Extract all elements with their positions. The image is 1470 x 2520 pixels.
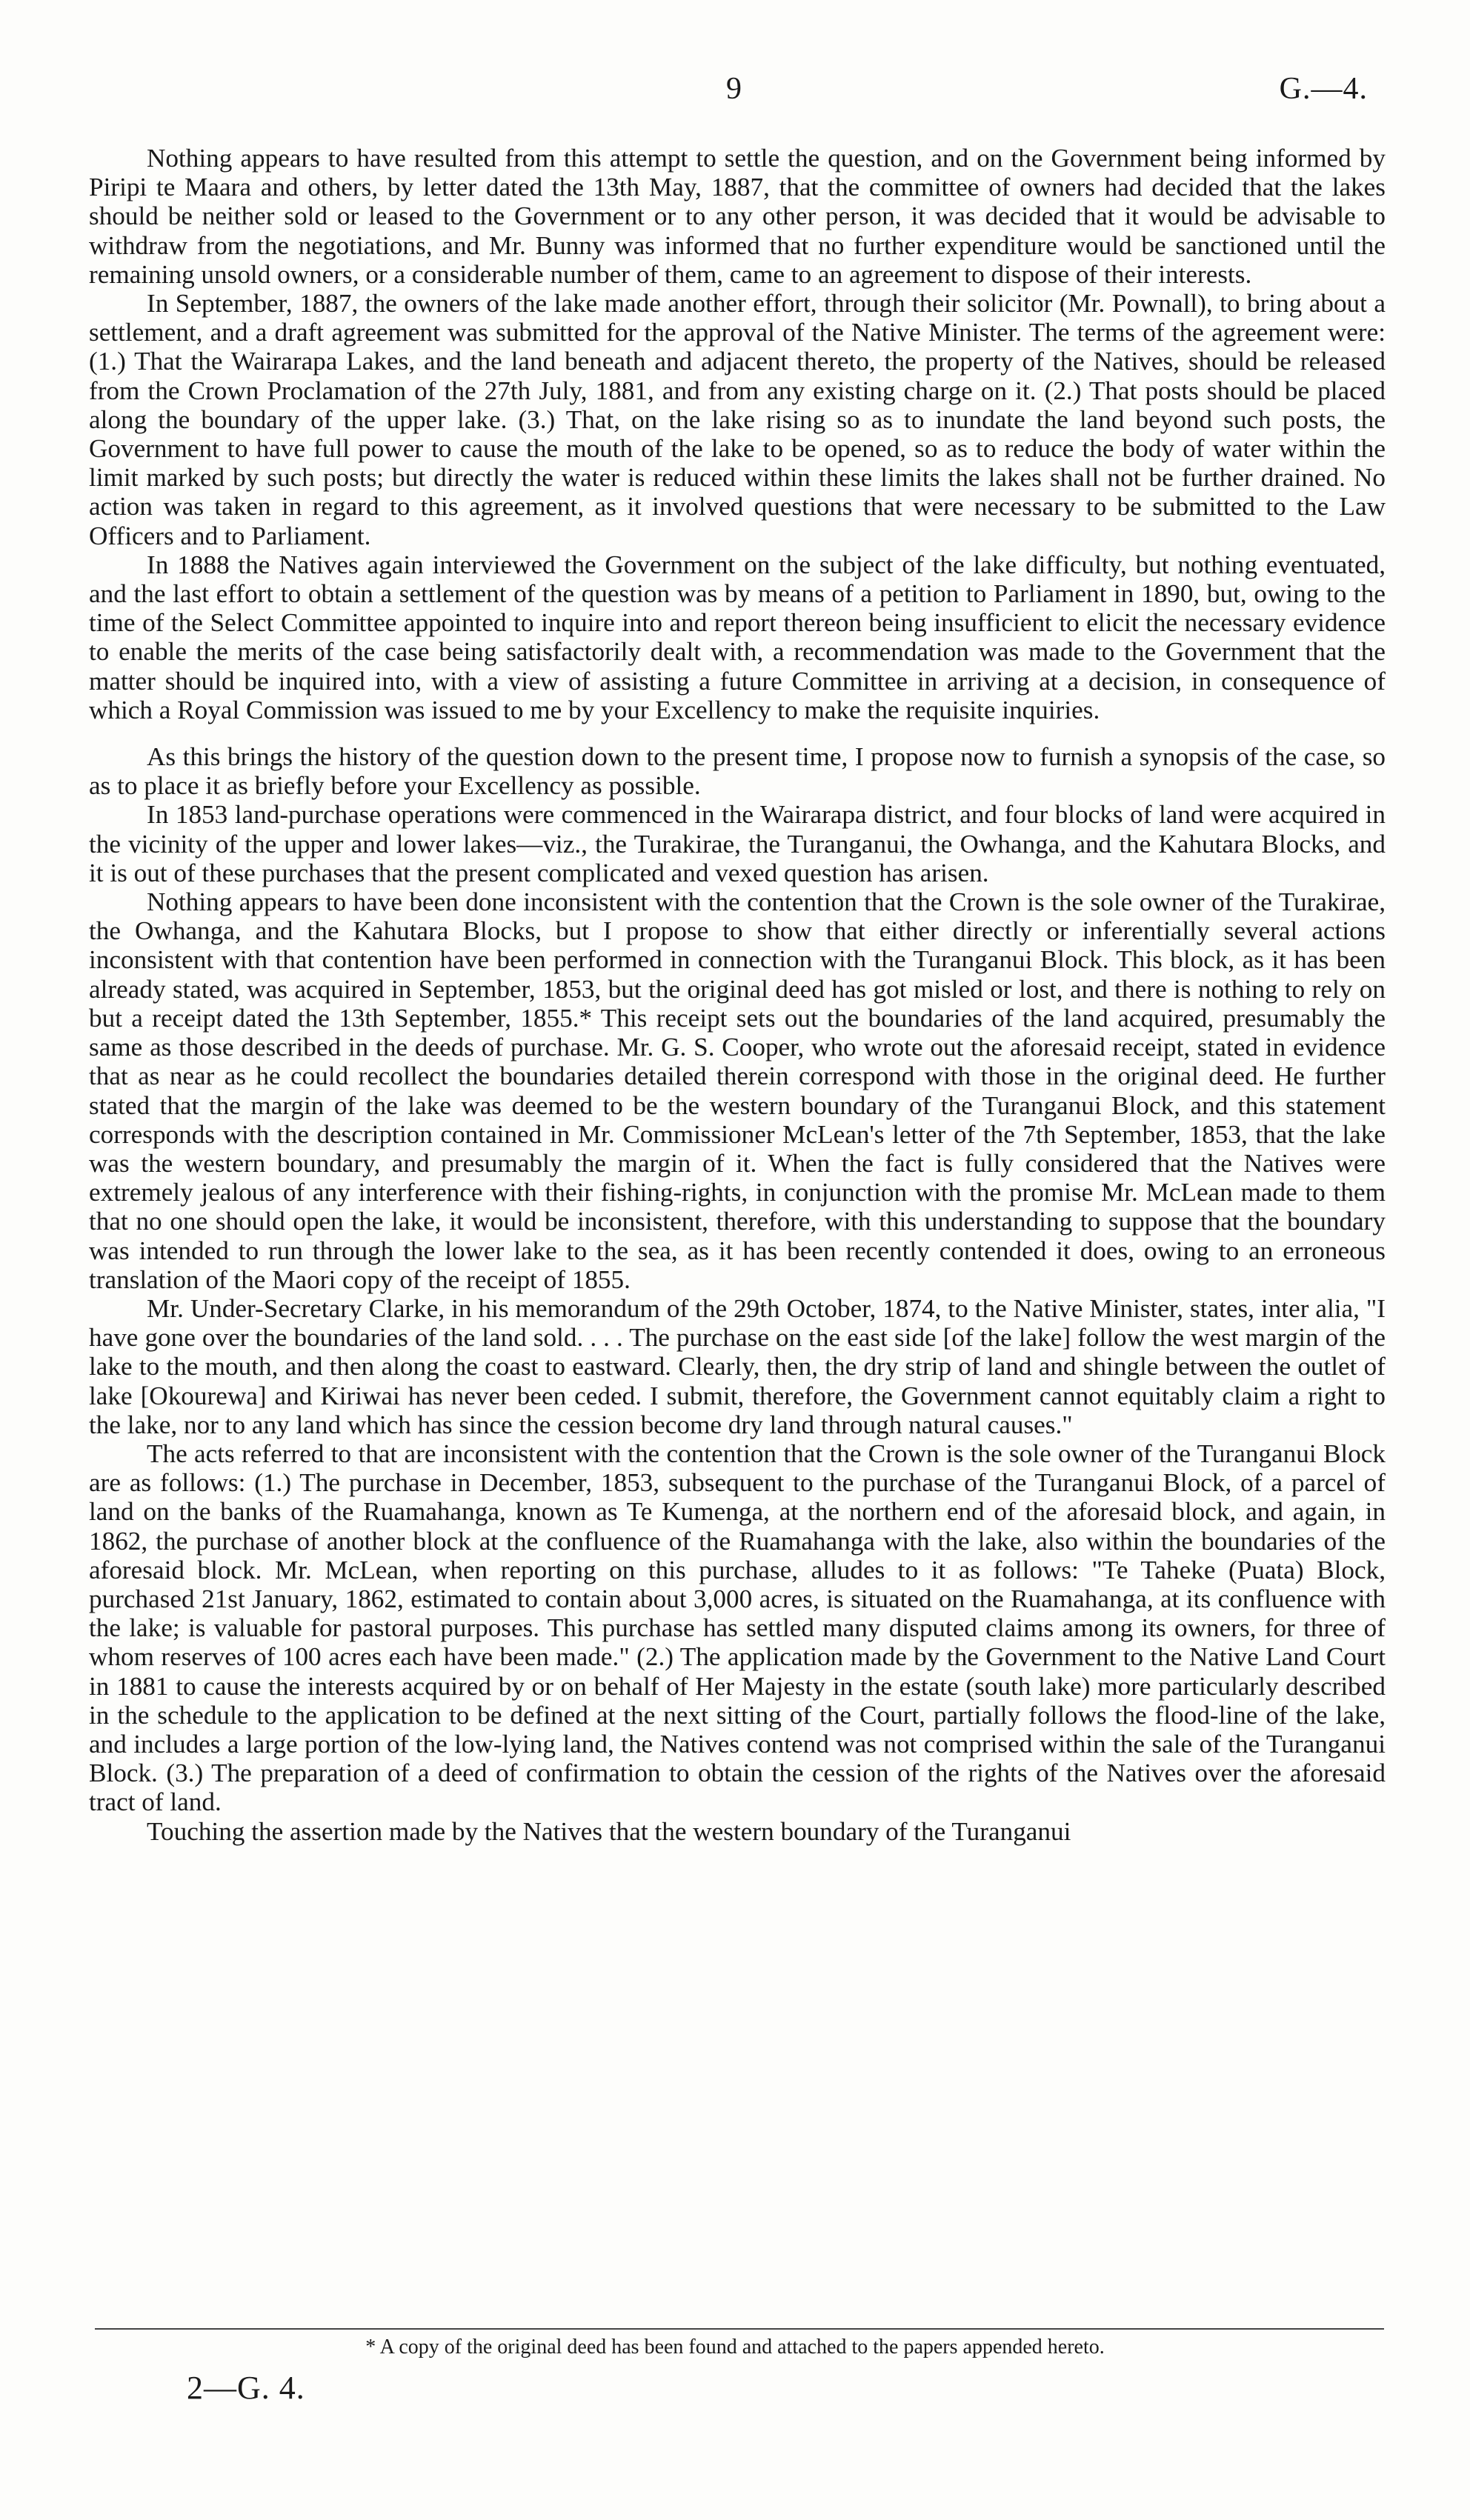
page-number: 9 xyxy=(726,72,742,106)
paragraph: The acts referred to that are inconsistent with the contention that the Crown is the sole owner of the Turanganui Block are as follows: (1.) The purchase in December, 1853, subsequent to the purchase of the Turanganui Block, of a parcel of land on the banks of the Ruamahanga, known as Te Kumenga, at the northern end of the aforesaid block, and again, in 1862, the purchase of another block at the confluence of the Ruamahanga with the lake, also within the boundaries of the aforesaid block. Mr. McLean, when reporting on this purchase, alludes to it as follows: "Te Taheke (Puata) Block, purchased 21st January, 1862, estimated to contain about 3,000 acres, is situated on the Ruamahanga, at its confluence with the lake; is valuable for pastoral purposes. This purchase has settled many disputed claims among its owners, for three of whom reserves of 100 acres each have been made." (2.) The application made by the Government to the Native Land Court in 1881 to cause the interests acquired by or on behalf of Her Majesty in the estate (south lake) more particularly described in the schedule to the application to be defined at the next sitting of the Court, partially follows the flood-line of the lake, and includes a large portion of the low-lying land, the Natives contend was not comprised within the sale of the Turanganui Block. (3.) The preparation of a deed of confirmation to obtain the cession of the rights of the Natives over the aforesaid tract of land. xyxy=(89,1439,1386,1817)
paragraph: In 1888 the Natives again interviewed the Government on the subject of the lake difficulty, but nothing eventuated, and the last effort to obtain a settlement of the question was by means of a petition to Parliament in 1890, but, owing to the time of the Select Committee appointed to inquire into and report thereon being insufficient to elicit the necessary evidence to enable the merits of the case being satisfactorily dealt with, a recommendation was made to the Government that the matter should be inquired into, with a view of assisting a future Committee in arriving at a decision, in consequence of which a Royal Commission was issued to me by your Excellency to make the requisite inquiries. xyxy=(89,550,1386,724)
footnote: * A copy of the original deed has been found and attached to the papers appended hereto. xyxy=(365,2336,1105,2359)
paragraph: In September, 1887, the owners of the lake made another effort, through their solicitor (Mr. Pownall), to bring about a settlement, and a draft agreement was submitted for the approval of the Native Minister. The terms of the agreement were: (1.) That the Wairarapa Lakes, and the land beneath and adjacent thereto, the property of the Natives, should be released from the Crown Proclamation of the 27th July, 1881, and from any existing charge on it. (2.) That posts should be placed along the boundary of the upper lake. (3.) That, on the lake rising so as to inundate the land beyond such posts, the Government to have full power to cause the mouth of the lake to be opened, so as to reduce the body of water within the limit marked by such posts; but directly the water is reduced within these limits the lakes shall not be further drained. No action was taken in regard to this agreement, as it involved questions that were necessary to be submitted to the Law Officers and to Parliament. xyxy=(89,289,1386,550)
paragraph: Nothing appears to have been done inconsistent with the contention that the Crown is the sole owner of the Turakirae, the Owhanga, and the Kahutara Blocks, but I propose to show that either directly or inferentially several actions inconsistent with that contention have been performed in connection with the Turanganui Block. This block, as it has been already stated, was acquired in September, 1853, but the original deed has got misled or lost, and there is nothing to rely on but a receipt dated the 13th September, 1855.* This receipt sets out the boundaries of the land acquired, presumably the same as those described in the deeds of purchase. Mr. G. S. Cooper, who wrote out the aforesaid receipt, stated in evidence that as near as he could recollect the boundaries detailed therein correspond with those in the original deed. He further stated that the margin of the lake was deemed to be the western boundary of the Turanganui Block, and this statement corresponds with the description contained in Mr. Commissioner McLean's letter of the 7th September, 1853, that the lake was the western boundary, and presumably the margin of it. When the fact is fully considered that the Natives were extremely jealous of any interference with their fishing-rights, in conjunction with the promise Mr. McLean made to them that no one should open the lake, it would be inconsistent, therefore, with this understanding to suppose that the boundary was intended to run through the lower lake to the sea, as it has been recently contended it does, owing to an erroneous translation of the Maori copy of the receipt of 1855. xyxy=(89,887,1386,1294)
paragraph: Touching the assertion made by the Natives that the western boundary of the Turanganui xyxy=(147,1816,1071,1846)
paragraph: As this brings the history of the question down to the present time, I propose now to furnish a synopsis of the case, so as to place it as briefly before your Excellency as possible. xyxy=(89,742,1386,801)
body-text xyxy=(89,144,1386,1846)
footnote-divider xyxy=(95,2328,1384,2330)
document-code: G.—4. xyxy=(1279,72,1368,106)
paragraph: Mr. Under-Secretary Clarke, in his memorandum of the 29th October, 1874, to the Native Minister, states, inter alia, "I have gone over the boundaries of the land sold. . . . The purchase on the east side [of the lake] follow the west margin of the lake to the mouth, and then along the coast to eastward. Clearly, then, the dry strip of land and shingle between the outlet of lake [Okourewa] and Kiriwai has never been ceded. I submit, therefore, the Government cannot equitably claim a right to the lake, nor to any land which has since the cession become dry land through natural causes." xyxy=(89,1293,1386,1439)
paragraph: In 1853 land-purchase operations were commenced in the Wairarapa district, and four blocks of land were acquired in the vicinity of the upper and lower lakes—viz., the Turakirae, the Turanganui, the Owhanga, and the Kahutara Blocks, and it is out of these purchases that the present complicated and vexed question has arisen. xyxy=(89,800,1386,887)
signature-mark: 2—G. 4. xyxy=(187,2370,305,2406)
paragraph: Nothing appears to have resulted from this attempt to settle the question, and on the Government being informed by Piripi te Maara and others, by letter dated the 13th May, 1887, that the committee of owners had decided that the lakes should be neither sold or leased to the Government or to any other person, it was decided that it would be advisable to withdraw from the negotiations, and Mr. Bunny was informed that no further expenditure would be sanctioned until the remaining unsold owners, or a considerable number of them, came to an agreement to dispose of their interests. xyxy=(89,144,1386,289)
